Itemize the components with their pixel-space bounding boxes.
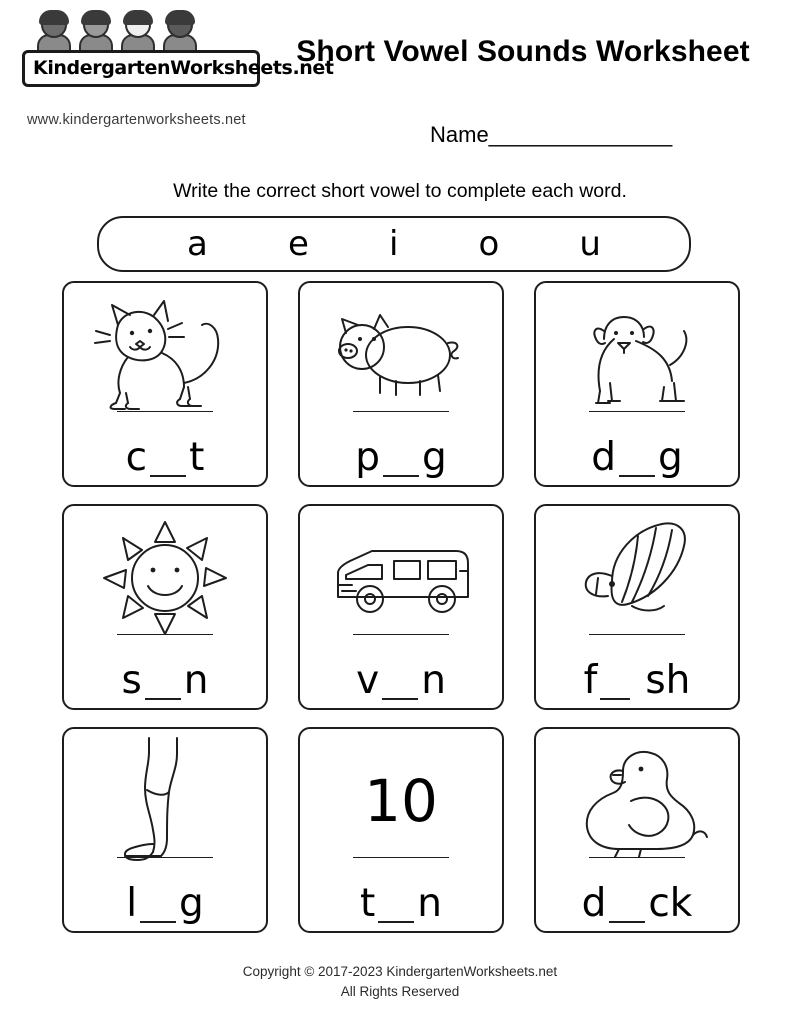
word-suffix-8: n <box>417 881 442 926</box>
logo-wordmark: KindergartenWorksheets.net <box>33 57 334 79</box>
worksheet-item-7 <box>62 727 268 933</box>
word-prompt-2[interactable] <box>355 421 447 480</box>
worksheet-header <box>0 0 800 147</box>
word-prefix-1: c <box>125 435 148 480</box>
vowel-blank-8[interactable] <box>378 891 414 923</box>
kids-illustration <box>36 10 251 54</box>
vowel-option-i: i <box>388 224 399 264</box>
kid-figure-1 <box>36 12 74 52</box>
word-prefix-7: l <box>126 881 138 926</box>
sun-illustration <box>64 514 266 642</box>
vowel-option-a: a <box>187 224 208 264</box>
worksheet-item-5 <box>298 504 504 710</box>
worksheet-item-9 <box>534 727 740 933</box>
number-ten: 10 <box>364 767 438 835</box>
page-title: Short Vowel Sounds Worksheet <box>296 35 750 68</box>
word-prefix-6: f <box>583 658 598 703</box>
vowel-option-e: e <box>287 224 309 264</box>
word-prompt-3[interactable] <box>591 421 683 480</box>
word-suffix-9: ck <box>648 881 693 926</box>
dog-illustration <box>536 291 738 419</box>
worksheet-item-3 <box>534 281 740 487</box>
worksheet-grid <box>62 281 740 933</box>
writing-guide-line <box>353 857 449 858</box>
word-suffix-1: t <box>189 435 205 480</box>
vowel-blank-9[interactable] <box>609 891 645 923</box>
word-suffix-3: g <box>658 435 683 480</box>
writing-guide-line <box>589 634 685 635</box>
vowel-word-bank <box>97 216 691 272</box>
word-suffix-7: g <box>179 881 204 926</box>
leg-illustration <box>64 737 266 865</box>
kid-figure-4 <box>162 12 200 52</box>
writing-guide-line <box>589 411 685 412</box>
logo-wordmark-box <box>22 50 334 87</box>
word-suffix-5: n <box>421 658 446 703</box>
word-prefix-2: p <box>355 435 380 480</box>
word-prompt-4[interactable] <box>121 644 209 703</box>
vowel-blank-6[interactable] <box>600 668 630 700</box>
site-logo[interactable] <box>22 10 334 87</box>
word-prompt-1[interactable] <box>125 421 205 480</box>
vowel-blank-1[interactable] <box>150 445 186 477</box>
rights-text: All Rights Reserved <box>340 983 460 999</box>
vowel-blank-7[interactable] <box>140 891 176 923</box>
vowel-option-o: o <box>478 224 500 264</box>
kid-figure-2 <box>78 12 116 52</box>
word-suffix-4: n <box>183 658 209 703</box>
word-prompt-9[interactable] <box>581 867 693 926</box>
vowel-blank-3[interactable] <box>619 445 655 477</box>
writing-guide-line <box>117 857 213 858</box>
worksheet-item-2 <box>298 281 504 487</box>
word-prefix-9: d <box>581 881 607 926</box>
word-suffix-6: sh <box>645 658 691 703</box>
word-prefix-3: d <box>591 435 616 480</box>
word-prompt-7[interactable] <box>126 867 204 926</box>
word-prefix-4: s <box>121 658 142 703</box>
vowel-option-u: u <box>579 224 601 264</box>
instructions-text: Write the correct short vowel to complete each word. <box>173 180 627 202</box>
word-prefix-5: v <box>356 658 380 703</box>
word-suffix-2: g <box>422 435 447 480</box>
word-prompt-6[interactable] <box>583 644 691 703</box>
word-prompt-5[interactable] <box>356 644 446 703</box>
vowel-blank-2[interactable] <box>383 445 419 477</box>
writing-guide-line <box>353 411 449 412</box>
worksheet-item-1 <box>62 281 268 487</box>
worksheet-item-6 <box>534 504 740 710</box>
ten-illustration <box>300 737 502 865</box>
fish-illustration <box>536 514 738 642</box>
cat-illustration <box>64 291 266 419</box>
kid-figure-3 <box>120 12 158 52</box>
copyright-text: Copyright © 2017-2023 KindergartenWorksheets.net <box>242 964 558 979</box>
worksheet-item-8 <box>298 727 504 933</box>
writing-guide-line <box>589 857 685 858</box>
pig-illustration <box>300 291 502 419</box>
page-footer <box>0 962 800 1001</box>
name-field-label[interactable]: Name_______________ <box>430 122 673 147</box>
van-illustration <box>300 514 502 642</box>
worksheet-item-4 <box>62 504 268 710</box>
vowel-blank-5[interactable] <box>382 668 418 700</box>
vowel-blank-4[interactable] <box>145 668 181 700</box>
site-url: www.kindergartenworksheets.net <box>27 112 246 128</box>
writing-guide-line <box>117 411 213 412</box>
duck-illustration <box>536 737 738 865</box>
word-prefix-8: t <box>359 881 376 926</box>
writing-guide-line <box>117 634 213 635</box>
word-prompt-8[interactable] <box>359 867 442 926</box>
writing-guide-line <box>353 634 449 635</box>
